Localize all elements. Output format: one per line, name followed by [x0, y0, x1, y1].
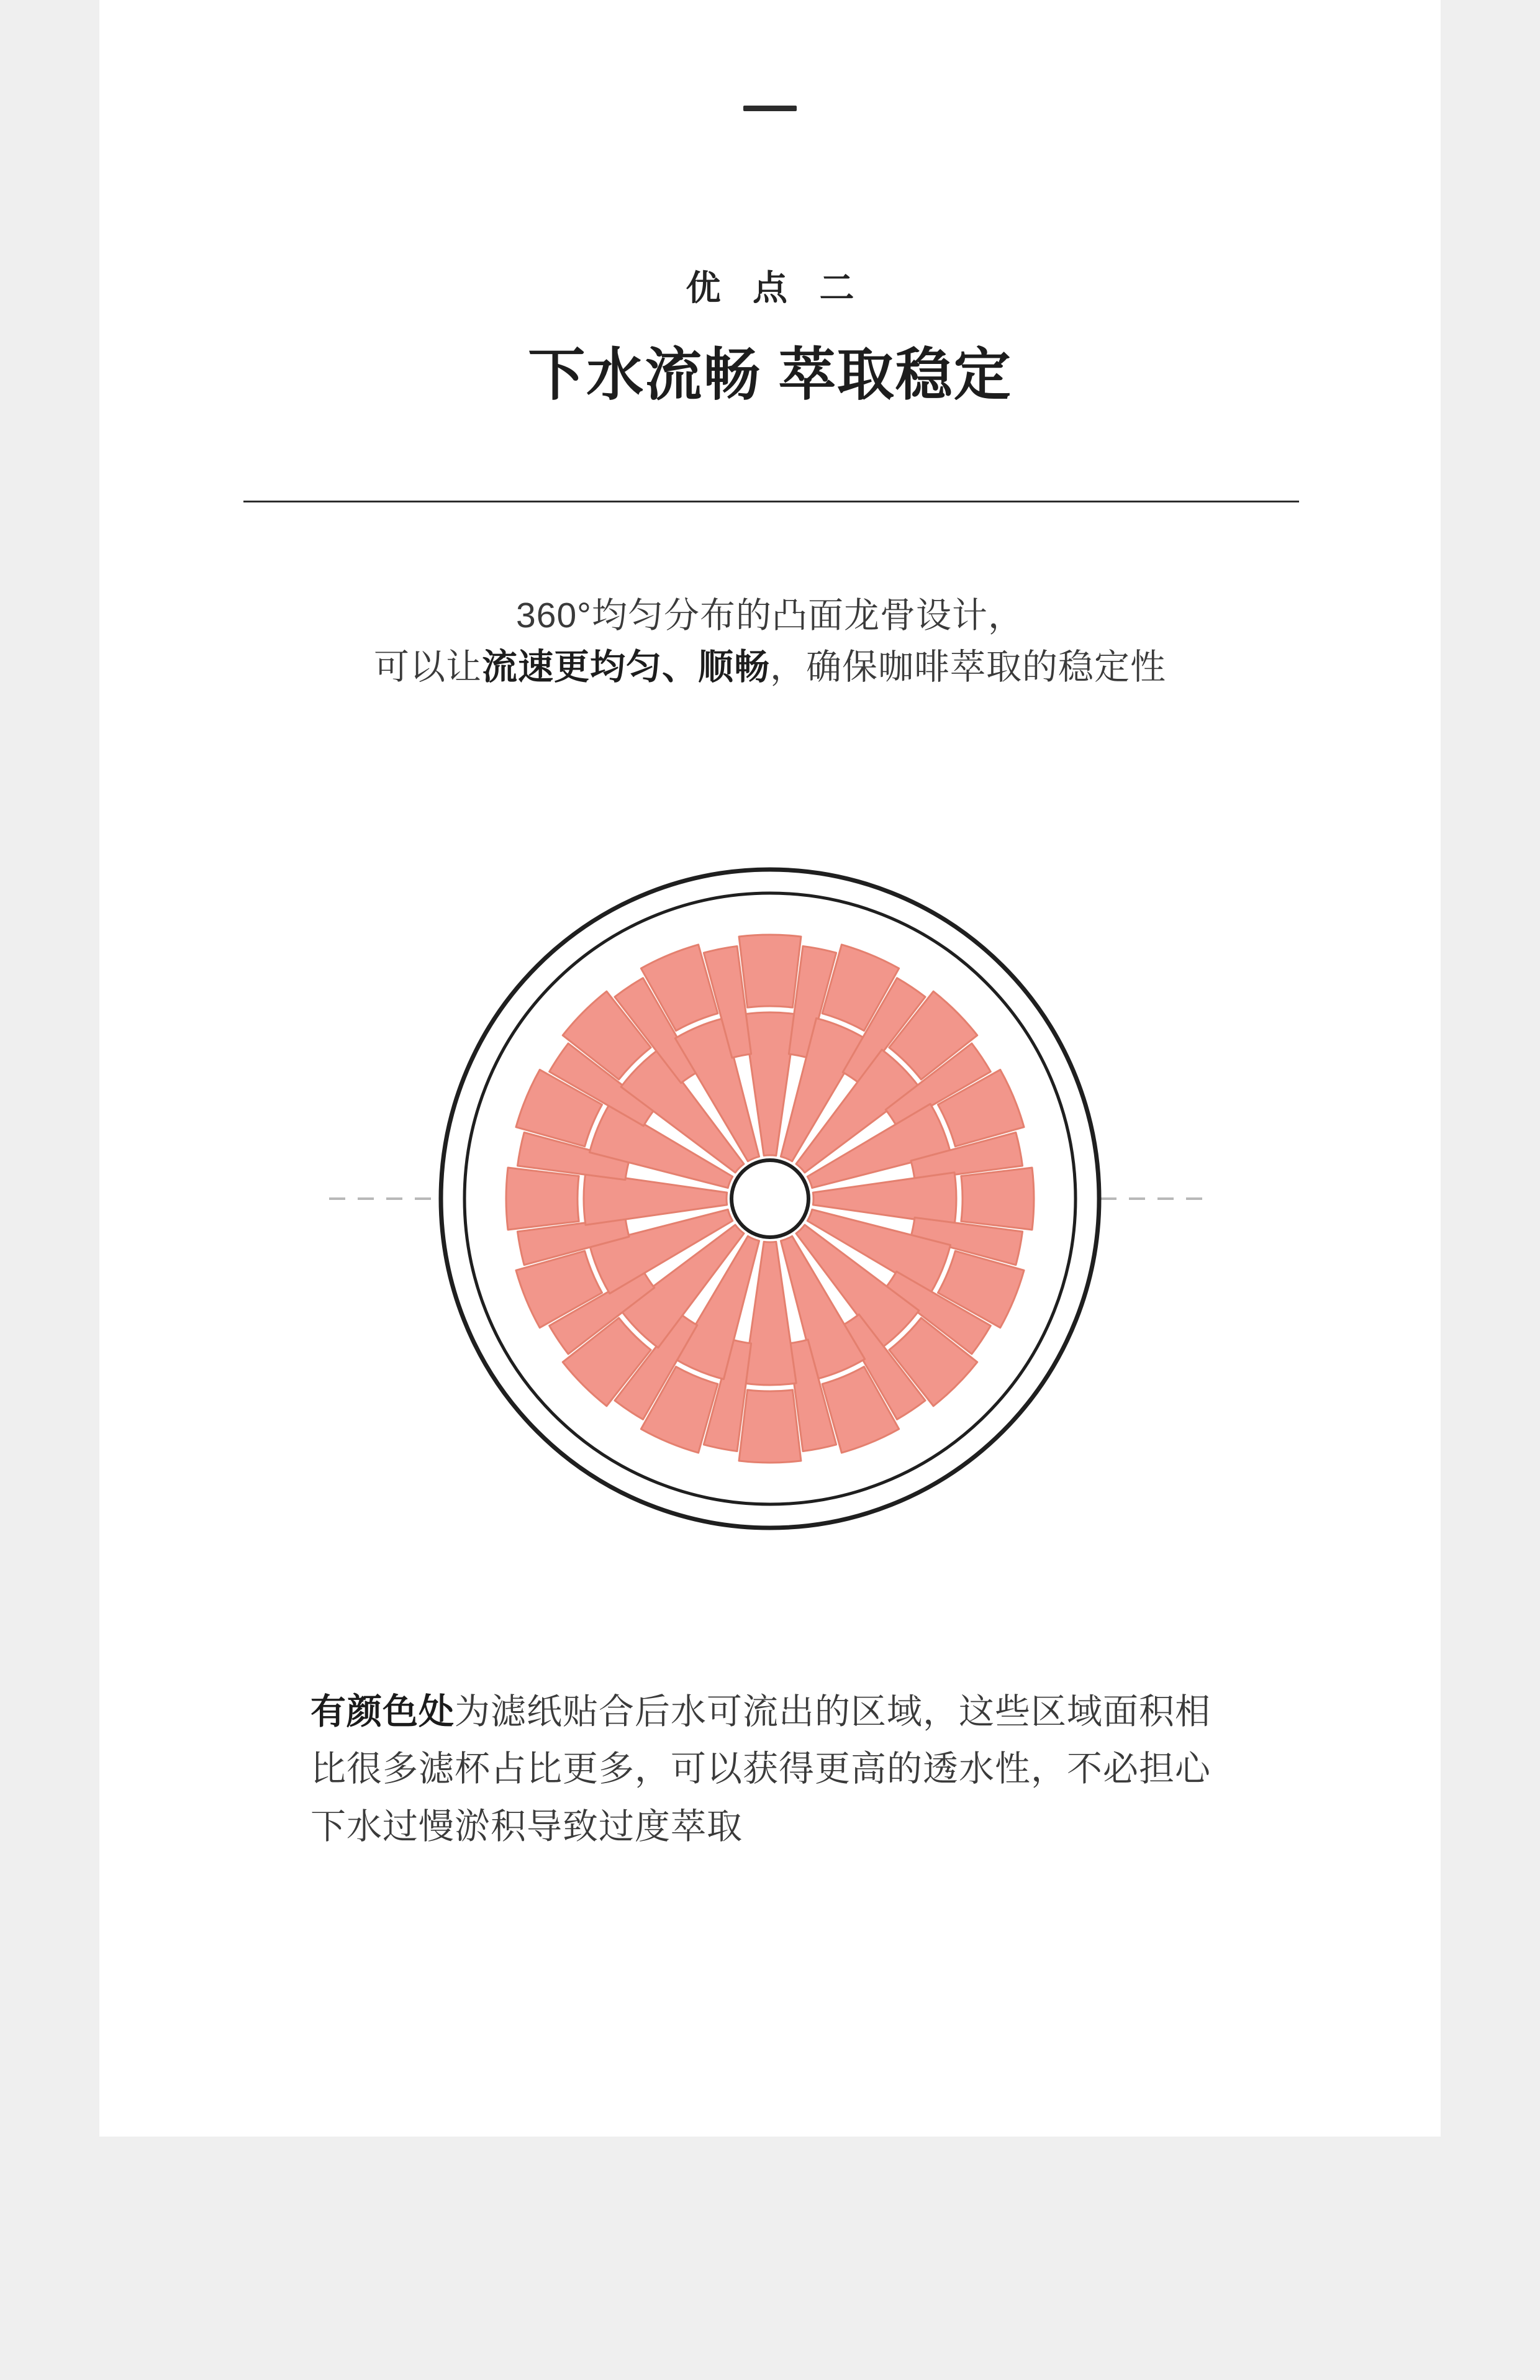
rib-outer: [739, 935, 801, 1007]
lede-line-2-prefix: 可以让: [374, 647, 482, 687]
rib-outer: [739, 1390, 801, 1463]
page-title: 下水流畅 萃取稳定: [528, 343, 1012, 407]
filter-cup-ribs-top-view: [304, 826, 1236, 1571]
horizontal-dash-icon: [743, 106, 797, 111]
caption-emphasis: 有颜色处: [310, 1692, 455, 1732]
figure-caption: [310, 1683, 1230, 1855]
caption-text: 为滤纸贴合后水可流出的区域，这些区域面积相比很多滤杯占比更多，可以获得更高的透水性，不必担心下水过慢淤积导致过度萃取: [310, 1692, 1211, 1846]
content-sheet: [99, 0, 1441, 2137]
lede-line-1-text: 360°均匀分布的凸面龙骨设计，: [516, 596, 1024, 635]
rib-outer: [961, 1168, 1034, 1230]
lede-line-1: [99, 590, 1441, 642]
lede-line-2-suffix: ，确保咖啡萃取的稳定性: [770, 647, 1166, 687]
center-hole: [732, 1160, 808, 1237]
rib-outer: [506, 1168, 579, 1230]
lede-line-2-emphasis: 流速更均匀、顺畅: [482, 647, 770, 687]
lede-line-2: [99, 642, 1441, 693]
lede-paragraph: [99, 590, 1441, 693]
divider: [243, 501, 1299, 502]
section-kicker: 优 点 二: [686, 268, 866, 307]
